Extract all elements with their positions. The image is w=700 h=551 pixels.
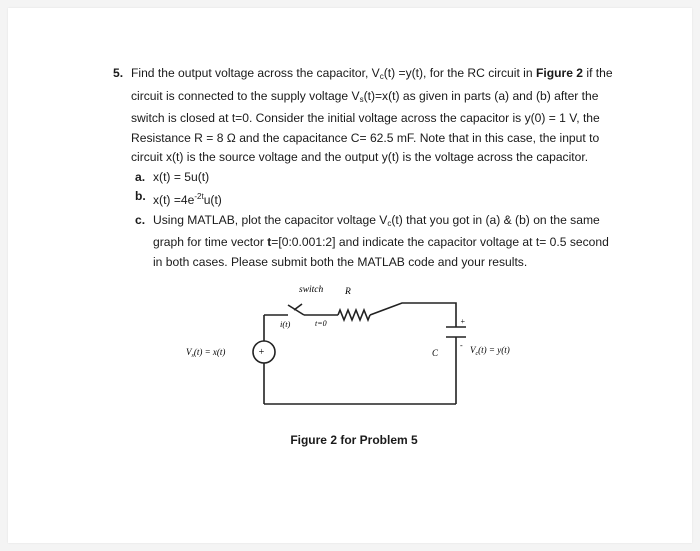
item-b [131, 187, 613, 211]
item-c-label: c. [135, 212, 146, 227]
item-b-text-post: u(t) [203, 193, 222, 207]
item-b-text-pre: x(t) =4e [153, 193, 195, 207]
switch-blade [288, 305, 304, 315]
item-a [131, 168, 613, 188]
problem-items [131, 168, 613, 273]
output-voltage-label: $V_c(t) = y(t)$ [470, 345, 510, 357]
switch-lever [294, 304, 302, 310]
capacitor-plus-sign: + [460, 317, 466, 326]
item-b-exponent: -2t [194, 192, 204, 201]
problem-intro [131, 64, 613, 168]
item-c-text [153, 211, 613, 273]
item-c-text-1: Using MATLAB, plot the capacitor voltage V [153, 212, 388, 227]
item-c-bold-t: t [267, 235, 272, 249]
switch-time-label: t=0 [315, 319, 327, 328]
source-voltage-label: $V_s(t) = x(t)$ [186, 347, 226, 359]
problem-body [131, 64, 613, 272]
figure-caption: Figure 2 for Problem 5 [290, 433, 418, 447]
intro-text-1: Find the output voltage across the capacitor, V [131, 66, 380, 80]
current-label: i(t) [280, 319, 291, 329]
item-c-text-2: (t) that you got in (a) & (b) on the same graph for time vector [153, 212, 600, 249]
item-a-text: x(t) = 5u(t) [153, 169, 210, 184]
source-plus-sign: + [258, 347, 265, 358]
intro-sub-c: c [379, 72, 384, 81]
intro-text-3: if the circuit is connected to the supply voltage V [131, 66, 613, 103]
item-b-label: b. [135, 189, 146, 203]
item-c [131, 211, 613, 273]
rc-circuit-diagram [170, 282, 550, 422]
item-c-sub: c [387, 218, 392, 228]
intro-text-4: (t)=x(t) as given in parts (a) and (b) after the switch is closed at t=0. Consider the initial voltage across the capacitor is y(0) = 1 V, the Resistance R = 8 Ω and the capacitance C= 62.5 mF. Note that in this case, the input to circuit x(t) is the source voltage and the output y(t) is the voltage across the capacitor. [131, 88, 600, 164]
intro-sub-s: s [359, 94, 364, 104]
item-c-text-3: =[0:0.001:2] and indicate the capacitor voltage at t= 0.5 second in both cases. Please submit both the MATLAB code and your results. [153, 235, 609, 269]
wire-top-right [370, 303, 456, 327]
capacitor-label: C [432, 348, 439, 358]
resistor-label: R [345, 287, 351, 297]
capacitor-minus-sign: - [460, 341, 463, 350]
item-a-label: a. [135, 169, 146, 184]
figure-reference: Figure 2 [535, 66, 584, 80]
intro-text-2: (t) =y(t), for the RC circuit in [383, 66, 536, 80]
problem-number: 5. [113, 66, 124, 80]
switch-label: switch [299, 285, 324, 295]
resistor-r [304, 310, 370, 320]
